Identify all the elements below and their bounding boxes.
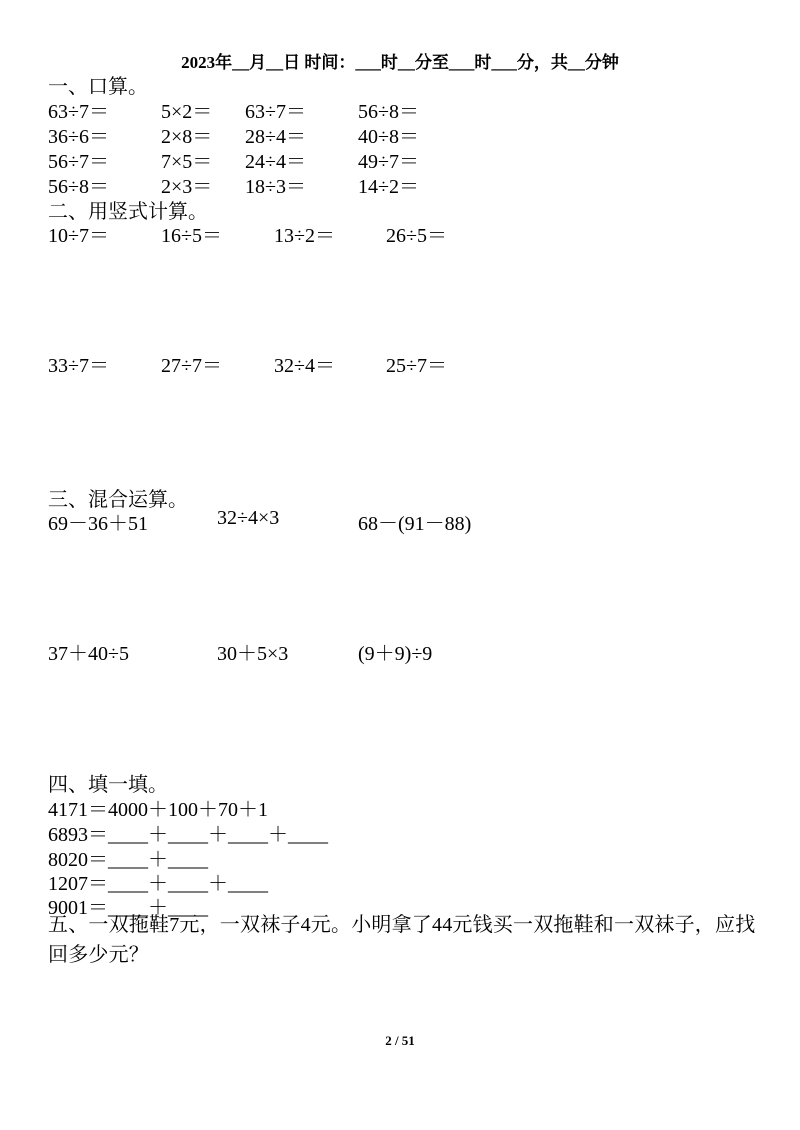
fill-line: 4171＝4000＋100＋70＋1 [48,799,268,821]
problem: 69－36＋51 [48,513,148,535]
problem: 14÷2＝ [358,176,419,198]
fill-line: 9001＝____＋____ [48,897,208,919]
problem: 37＋40÷5 [48,643,129,665]
section3-title: 三、混合运算。 [48,489,188,511]
problem: 26÷5＝ [386,225,447,247]
problem: 18÷3＝ [245,176,306,198]
problem: 28÷4＝ [245,126,306,148]
problem: 2×3＝ [161,176,213,198]
problem: 49÷7＝ [358,151,419,173]
page-number: 2 / 51 [385,1033,415,1048]
section2-title: 二、用竖式计算。 [48,201,208,223]
section1-title: 一、口算。 [48,76,148,98]
problem: 40÷8＝ [358,126,419,148]
problem: 10÷7＝ [48,225,109,247]
fill-line: 8020＝____＋____ [48,849,208,871]
problem: 13÷2＝ [274,225,335,247]
problem: (9＋9)÷9 [358,643,433,665]
problem: 2×8＝ [161,126,213,148]
vertical-calc-row [48,219,768,247]
problem: 25÷7＝ [386,355,447,377]
mixed-calc-row [48,507,768,535]
vertical-calc-row [48,349,768,377]
problem: 68－(91－88) [358,513,472,535]
fill-line: 1207＝____＋____＋____ [48,873,268,895]
problem: 56÷8＝ [48,176,109,198]
problem: 7×5＝ [161,151,213,173]
problem: 27÷7＝ [161,355,222,377]
word-problem: 五、一双拖鞋7元，一双袜子4元。小明拿了44元钱买一双拖鞋和一双袜子，应找回多少元？ [48,914,756,966]
oral-row [48,145,768,173]
problem: 16÷5＝ [161,225,222,247]
worksheet-header: 2023年__月__日 时间：___时__分至___时___分，共__分钟 [181,53,619,72]
fill-line: 6893＝____＋____＋____＋____ [48,824,328,846]
problem: 5×2＝ [161,101,213,123]
problem: 63÷7＝ [245,101,306,123]
problem: 30＋5×3 [217,643,289,665]
mixed-calc-row [48,637,768,665]
problem: 32÷4＝ [274,355,335,377]
problem: 33÷7＝ [48,355,109,377]
section4-title: 四、填一填。 [48,774,168,796]
problem: 63÷7＝ [48,101,109,123]
oral-row [48,170,768,198]
problem: 32÷4×3 [217,507,280,529]
problem: 56÷8＝ [358,101,419,123]
problem: 24÷4＝ [245,151,306,173]
oral-row [48,95,768,123]
problem: 36÷6＝ [48,126,109,148]
problem: 56÷7＝ [48,151,109,173]
oral-row [48,120,768,148]
